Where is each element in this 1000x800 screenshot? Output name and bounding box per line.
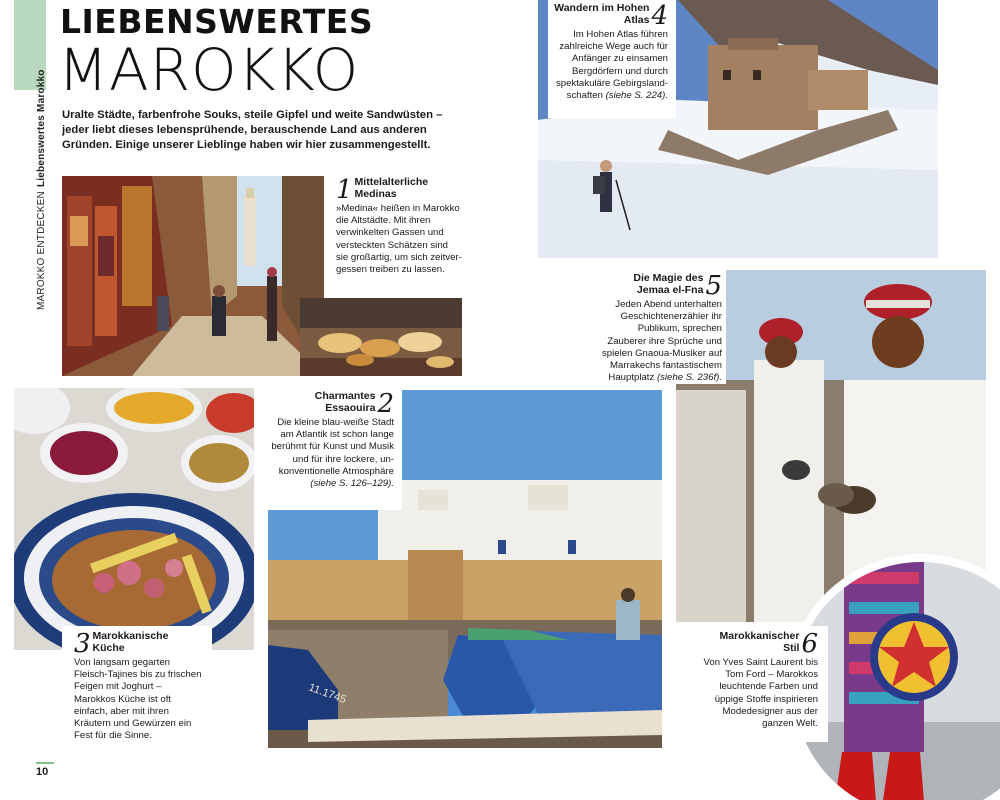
caption-title: Marokkanische Küche <box>92 630 169 654</box>
caption-1 <box>336 176 462 276</box>
caption-number: 3 <box>74 629 91 659</box>
side-running-head: MAROKKO ENTDECKENLiebenswertes Marokko <box>36 69 47 310</box>
title-line-2: MAROKKO <box>58 36 360 104</box>
caption-page-ref: (siehe S. 126–129). <box>310 478 394 490</box>
caption-5 <box>560 270 726 384</box>
caption-text: Im Hohen Atlas führen zahlreiche Wege auch für Anfänger zu einsamen Bergdörfern und durch spektakuläre Gebirgslandschaften <box>556 29 668 102</box>
caption-text: Jeden Abend unterhalten Geschichtenerzähler ihr Publikum, sprechen Zauberer ihre Sprüche und spielen Gnaoua-Musiker auf Marrakechs fantastischem Hauptplatz <box>602 299 722 384</box>
title-line-1: LIEBENSWERTES <box>60 2 374 41</box>
food-photo <box>14 388 254 650</box>
caption-number: 5 <box>705 271 722 301</box>
caption-number: 4 <box>651 1 668 31</box>
caption-text: Die kleine blau-weiße Stadt am Atlantik ist schon lange berühmt für Kunst und Musik und für ihre lockere, unkonventionelle Atmosphäre <box>271 417 394 477</box>
caption-text: Von langsam gegarten Fleisch-Tajines bis zu frischen Feigen mit Joghurt – Marokkos Küche ist oft einfach, aber mit ihren Kräutern und Gewürzen ein Fest für die Sinne. <box>74 657 202 742</box>
caption-title: Mittelalterliche Medinas <box>354 176 429 200</box>
caption-4 <box>548 0 676 118</box>
medina-photo <box>62 176 324 376</box>
caption-number: 1 <box>336 175 353 205</box>
caption-6 <box>698 626 828 742</box>
medina-shop-photo <box>300 298 462 376</box>
caption-3 <box>62 626 212 746</box>
caption-title: Charmantes Essaouira <box>314 390 376 414</box>
caption-page-ref: (siehe S. 224). <box>605 90 668 102</box>
caption-text: »Medina« heißen in Marokko die Altstädte. Mit ihren verwinkelten Gassen und versteckten Schätzen sind sie großartig, um sich zeitvergessen treiben zu lassen. <box>336 203 462 276</box>
caption-text: Von Yves Saint Laurent bis Tom Ford – Marokkos leuchtende Farben und üppige Stoffe inspirieren Modedesigner aus der ganzen Welt. <box>703 657 818 730</box>
caption-page-ref: (siehe S. 236f). <box>656 372 722 384</box>
intro-paragraph: Uralte Städte, farbenfrohe Souks, steile Gipfel und weite Sandwüsten – jeder liebt dieses lebensprühende, berauschende Land aus anderen Gründen. Einige unserer Lieblinge haben wir hier zusammengestellt. <box>62 109 443 151</box>
caption-2 <box>268 390 402 510</box>
caption-title: Marokkanischer Stil <box>719 630 800 654</box>
caption-number: 6 <box>801 629 818 659</box>
page-number-accent <box>36 762 54 764</box>
caption-title: Wandern im Hohen Atlas <box>554 2 650 26</box>
caption-number: 2 <box>377 389 394 419</box>
caption-title: Die Magie des Jemaa el-Fna <box>633 272 704 296</box>
boat-registration-text: 11.1745 <box>306 681 348 707</box>
page-number: 10 <box>36 766 49 778</box>
